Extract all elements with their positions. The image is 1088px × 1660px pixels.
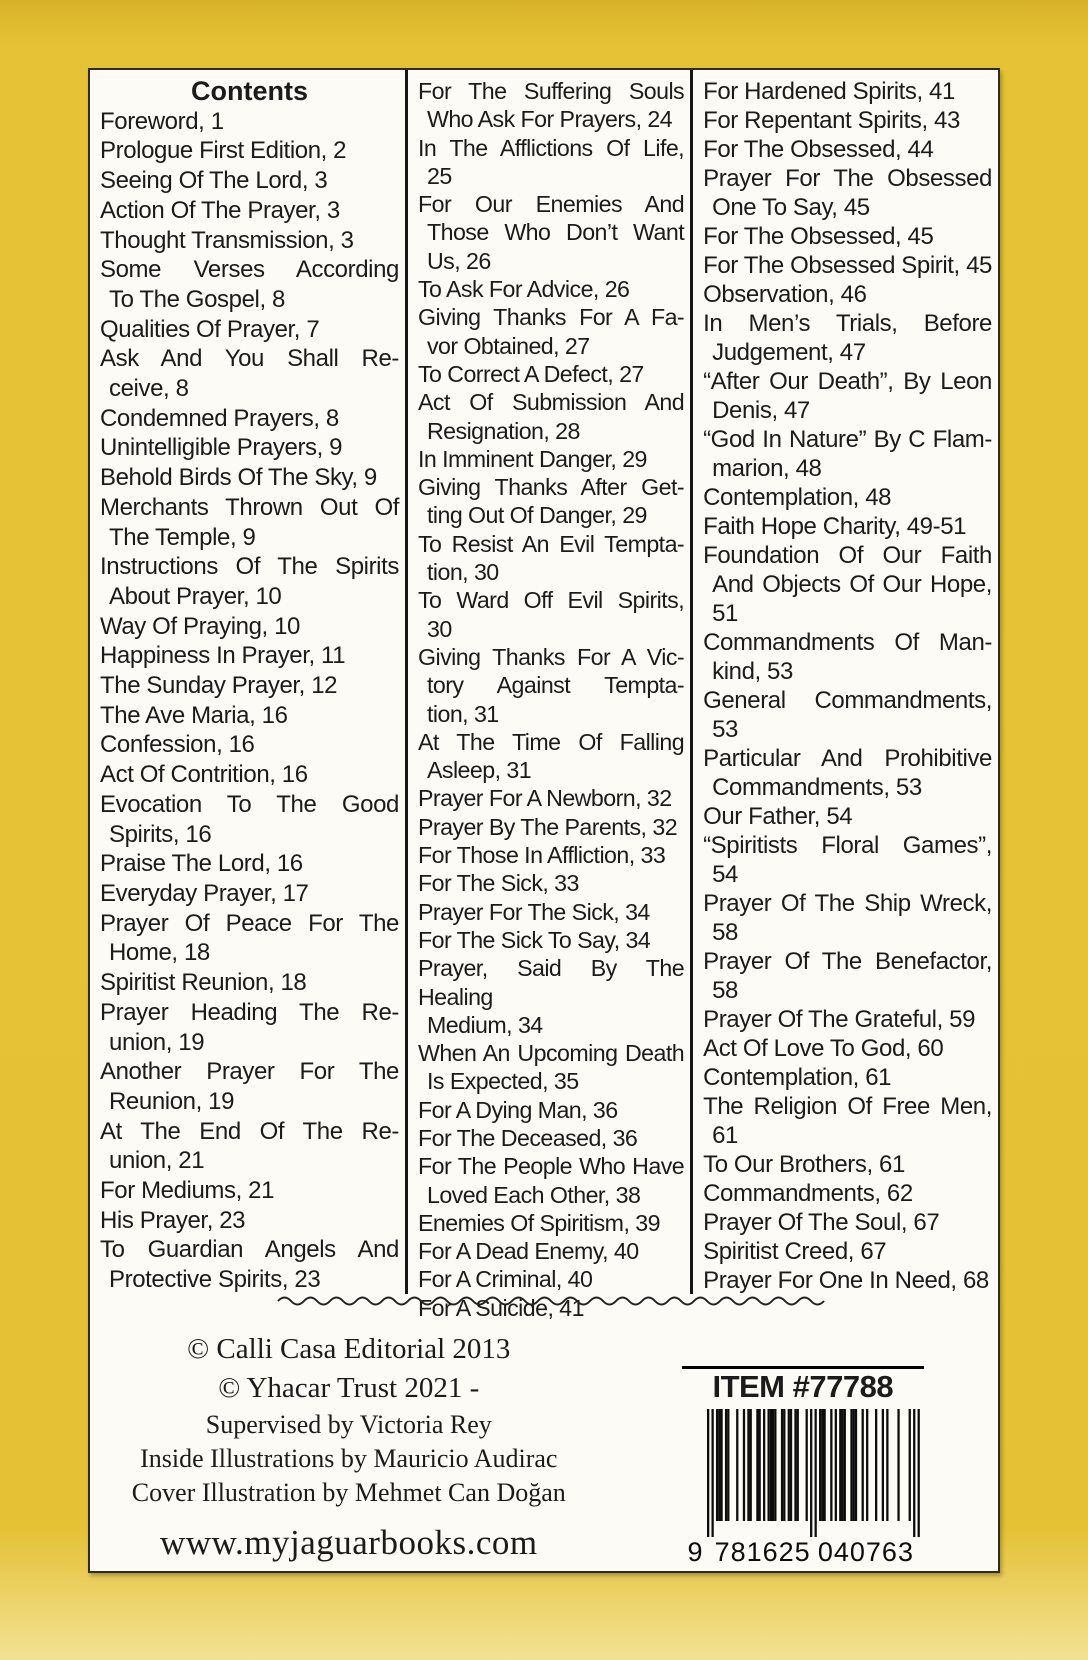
toc-line: 53 (712, 716, 738, 743)
toc-line: For Repentant Spirits, 43 (703, 107, 960, 134)
toc-entry (703, 628, 992, 686)
toc-line: Ask And You Shall Re- (100, 345, 399, 373)
toc-line: Happiness In Prayer, 11 (100, 642, 346, 670)
toc-line: Asleep, 31 (426, 757, 532, 784)
toc-entry (418, 898, 684, 926)
toc-line: Praise The Lord, 16 (100, 850, 303, 878)
toc-line: Medium, 34 (426, 1011, 543, 1038)
toc-line: Another Prayer For The (100, 1058, 399, 1086)
toc-entry (100, 107, 399, 137)
toc-line: For The Obsessed, 45 (703, 223, 934, 250)
toc-entry (418, 1124, 684, 1152)
toc-line: Prayer Of Peace For The (100, 909, 399, 937)
toc-line: The Temple, 9 (109, 523, 256, 551)
toc-line: Spiritist Reunion, 18 (100, 969, 307, 997)
toc-entry (100, 671, 399, 701)
toc-entry (100, 404, 399, 434)
toc-entry (100, 166, 399, 196)
toc-line: Commandments, 62 (703, 1180, 913, 1207)
toc-entry (100, 1057, 399, 1116)
toc-line: His Prayer, 23 (100, 1206, 246, 1234)
toc-line: Thought Transmission, 3 (100, 226, 354, 254)
toc-line: Behold Birds Of The Sky, 9 (100, 464, 377, 492)
toc-entry (100, 998, 399, 1057)
toc-entry (418, 1096, 684, 1124)
toc-line: To Guardian Angels And (100, 1236, 399, 1264)
toc-entry-list (418, 77, 684, 1322)
toc-line: When An Upcoming Death (417, 1040, 685, 1067)
contents-panel (88, 68, 1000, 1573)
toc-entry (703, 1179, 992, 1208)
toc-entry (418, 1152, 684, 1209)
toc-entry (418, 586, 684, 643)
toc-entry (703, 744, 992, 802)
toc-column-1 (90, 70, 405, 1294)
toc-entry (100, 879, 399, 909)
toc-line: Contemplation, 48 (703, 484, 892, 511)
toc-line: For Mediums, 21 (100, 1177, 275, 1205)
toc-line: Prayer For One In Need, 68 (703, 1267, 989, 1294)
toc-entry (703, 77, 992, 106)
toc-entry (703, 135, 992, 164)
toc-entry (418, 275, 684, 303)
toc-line: Giving Thanks For A Fa- (417, 304, 685, 331)
toc-line: Act Of Contrition, 16 (100, 761, 308, 789)
toc-entry (418, 1265, 684, 1293)
toc-line: Spirits, 16 (109, 820, 212, 848)
toc-line: Everyday Prayer, 17 (100, 879, 309, 907)
toc-line: Unintelligible Prayers, 9 (100, 434, 343, 462)
toc-line: kind, 53 (712, 658, 793, 685)
toc-line: 58 (712, 977, 738, 1004)
toc-line: Our Father, 54 (703, 803, 853, 830)
toc-line: For The Deceased, 36 (417, 1124, 638, 1151)
footer (90, 1318, 998, 1567)
toc-line: To The Gospel, 8 (109, 285, 285, 313)
toc-line: For The Suffering Souls (417, 78, 685, 104)
toc-line: ting Out Of Danger, 29 (426, 502, 647, 529)
toc-entry (418, 473, 684, 530)
toc-line: Protective Spirits, 23 (109, 1266, 321, 1294)
toc-line: To Ward Off Evil Spirits, (417, 587, 685, 614)
toc-line: Reunion, 19 (109, 1087, 235, 1115)
toc-line: Commandments, 53 (712, 774, 922, 801)
toc-line: Act Of Submission And (417, 389, 685, 416)
toc-line: tory Against Tempta- (426, 672, 685, 699)
toc-line: union, 21 (109, 1147, 205, 1175)
toc-line: marion, 48 (712, 455, 822, 482)
toc-entry (100, 255, 399, 314)
toc-line: Prayer Of The Grateful, 59 (703, 1006, 976, 1033)
toc-entry (703, 889, 992, 947)
toc-line: For The Obsessed, 44 (703, 136, 934, 163)
toc-line: At The End Of The Re- (100, 1117, 399, 1145)
toc-entry (703, 1063, 992, 1092)
toc-line: For Those In Affliction, 33 (417, 842, 666, 869)
toc-entry (100, 730, 399, 760)
toc-entry (100, 612, 399, 642)
toc-entry (418, 530, 684, 587)
toc-line: The Sunday Prayer, 12 (100, 672, 338, 700)
item-number-label: ITEM #77788 (712, 1369, 894, 1404)
contents-heading: Contents (190, 76, 308, 106)
toc-line: Prayer For The Sick, 34 (417, 898, 650, 925)
toc-entry (703, 1005, 992, 1034)
toc-line: 54 (712, 861, 738, 888)
website-url: www.myjaguarbooks.com (159, 1523, 538, 1562)
svg-text:9: 9 (687, 1537, 703, 1567)
toc-line: 30 (426, 615, 452, 642)
toc-line: To Resist An Evil Tempta- (417, 530, 685, 557)
toc-entry (703, 425, 992, 483)
toc-entry (703, 686, 992, 744)
toc-entry (418, 134, 684, 191)
toc-line: For The Sick, 33 (417, 870, 579, 897)
toc-line: Us, 26 (426, 247, 491, 274)
toc-line: Act Of Love To God, 60 (703, 1035, 944, 1062)
toc-entry (418, 954, 684, 1039)
toc-line: union, 19 (109, 1028, 205, 1056)
svg-text:040763: 040763 (817, 1537, 914, 1567)
toc-entry (703, 1237, 992, 1266)
toc-line: One To Say, 45 (712, 194, 870, 221)
colophon-line: © Yhacar Trust 2021 - (218, 1372, 480, 1404)
toc-entry (418, 77, 684, 134)
toc-line: Merchants Thrown Out Of (100, 493, 399, 521)
toc-line: Prayer Heading The Re- (100, 998, 399, 1026)
toc-line: For Hardened Spirits, 41 (703, 78, 955, 105)
toc-line: Denis, 47 (712, 397, 810, 424)
toc-column-3 (693, 70, 998, 1294)
toc-line: The Ave Maria, 16 (100, 701, 288, 729)
toc-entry (100, 909, 399, 968)
toc-entry (418, 784, 684, 812)
toc-entry (703, 106, 992, 135)
toc-line: 25 (426, 162, 452, 189)
toc-line: 61 (712, 1122, 738, 1149)
toc-entry (703, 367, 992, 425)
toc-entry (418, 1237, 684, 1265)
toc-entry (418, 1039, 684, 1096)
toc-line: Those Who Don’t Want (426, 219, 685, 246)
toc-entry (418, 813, 684, 841)
toc-line: In Men’s Trials, Before (703, 310, 992, 337)
toc-line: Contemplation, 61 (703, 1064, 892, 1091)
toc-entry-list (703, 77, 992, 1295)
toc-entry (100, 760, 399, 790)
toc-line: vor Obtained, 27 (426, 332, 590, 359)
toc-entry (100, 701, 399, 731)
toc-line: Foreword, 1 (100, 107, 224, 135)
toc-line: General Commandments, (703, 687, 992, 714)
toc-line: Observation, 46 (703, 281, 867, 308)
toc-line: For The Sick To Say, 34 (417, 926, 651, 953)
colophon-line: Supervised by Victoria Rey (205, 1410, 492, 1439)
svg-text:781625: 781625 (714, 1537, 811, 1567)
toc-line: Spiritist Creed, 67 (703, 1238, 887, 1265)
toc-line: Foundation Of Our Faith (703, 542, 992, 569)
toc-entry (100, 226, 399, 256)
toc-entry (100, 136, 399, 166)
toc-line: Prayer For The Obsessed (703, 165, 992, 192)
toc-line: Who Ask For Prayers, 24 (426, 106, 673, 133)
toc-line: Prayer Of The Benefactor, (703, 948, 992, 975)
toc-entry (418, 388, 684, 445)
toc-entry (703, 251, 992, 280)
toc-entry (100, 196, 399, 226)
colophon (90, 1318, 608, 1567)
toc-line: Resignation, 28 (426, 417, 580, 444)
toc-line: Loved Each Other, 38 (426, 1181, 641, 1208)
toc-entry (703, 1266, 992, 1295)
toc-line: About Prayer, 10 (109, 582, 282, 610)
toc-line: Is Expected, 35 (426, 1068, 579, 1095)
toc-columns (90, 70, 998, 1321)
toc-entry (418, 728, 684, 785)
toc-line: Giving Thanks For A Vic- (417, 643, 685, 670)
toc-entry (703, 512, 992, 541)
toc-entry (100, 968, 399, 998)
toc-entry (100, 552, 399, 611)
toc-line: Condemned Prayers, 8 (100, 404, 339, 432)
toc-line: To Ask For Advice, 26 (417, 276, 630, 303)
toc-entry (703, 831, 992, 889)
toc-line: “Spiritists Floral Games”, (703, 832, 992, 859)
toc-line: Instructions Of The Spirits (100, 553, 399, 581)
toc-line: And Objects Of Our Hope, (712, 571, 992, 598)
colophon-line: © Calli Casa Editorial 2013 (187, 1333, 511, 1365)
toc-line: Action Of The Prayer, 3 (100, 196, 340, 224)
toc-line: Particular And Prohibitive (703, 745, 992, 772)
toc-entry (703, 222, 992, 251)
toc-entry (703, 1092, 992, 1150)
toc-column-2 (405, 70, 693, 1321)
toc-entry (703, 1034, 992, 1063)
toc-line: Qualities Of Prayer, 7 (100, 315, 320, 343)
colophon-line: Cover Illustration by Mehmet Can Doğan (131, 1478, 566, 1507)
toc-entry (418, 303, 684, 360)
toc-line: tion, 30 (426, 559, 499, 586)
toc-line: Prayer By The Parents, 32 (417, 813, 678, 840)
toc-entry (418, 869, 684, 897)
toc-entry (100, 315, 399, 345)
toc-entry (100, 463, 399, 493)
toc-line: Prayer For A Newborn, 32 (417, 785, 672, 812)
toc-line: In Imminent Danger, 29 (417, 445, 647, 472)
toc-entry (100, 1176, 399, 1206)
toc-line: To Correct A Defect, 27 (417, 360, 644, 387)
toc-line: For A Criminal, 40 (417, 1266, 593, 1293)
toc-entry (418, 841, 684, 869)
barcode-image (683, 1405, 923, 1567)
toc-entry (418, 1209, 684, 1237)
toc-line: To Our Brothers, 61 (703, 1151, 905, 1178)
toc-entry (100, 1117, 399, 1176)
toc-line: Commandments Of Man- (703, 629, 992, 656)
toc-entry (100, 344, 399, 403)
toc-entry (100, 849, 399, 879)
toc-entry (703, 280, 992, 309)
toc-entry (100, 1206, 399, 1236)
toc-entry (100, 790, 399, 849)
toc-line: Prologue First Edition, 2 (100, 137, 347, 165)
toc-line: Prayer, Said By The Healing (417, 955, 685, 1010)
toc-line: Judgement, 47 (712, 339, 866, 366)
toc-line: For A Dying Man, 36 (417, 1096, 618, 1123)
toc-line: For The People Who Have (417, 1153, 685, 1180)
toc-entry (100, 493, 399, 552)
toc-line: 51 (712, 600, 738, 627)
toc-line: The Religion Of Free Men, (703, 1093, 992, 1120)
toc-entry (703, 309, 992, 367)
toc-line: Seeing Of The Lord, 3 (100, 167, 328, 195)
toc-entry (703, 483, 992, 512)
toc-line: Giving Thanks After Get- (417, 474, 685, 501)
toc-line: Evocation To The Good (100, 790, 399, 818)
toc-line: tion, 31 (426, 700, 499, 727)
toc-entry (418, 360, 684, 388)
toc-line: In The Afflictions Of Life, (417, 134, 685, 161)
toc-entry (703, 541, 992, 628)
toc-line: Confession, 16 (100, 731, 255, 759)
toc-line: For Our Enemies And (417, 191, 685, 218)
toc-entry (418, 445, 684, 473)
toc-line: “God In Nature” By C Flam- (703, 426, 992, 453)
toc-line: 58 (712, 919, 738, 946)
toc-entry (703, 802, 992, 831)
toc-line: For A Dead Enemy, 40 (417, 1238, 639, 1265)
toc-line: Prayer Of The Ship Wreck, (703, 890, 992, 917)
toc-entry (703, 164, 992, 222)
toc-entry (703, 1208, 992, 1237)
toc-line: For The Obsessed Spirit, 45 (703, 252, 992, 279)
barcode-area (608, 1318, 998, 1567)
toc-line: Prayer Of The Soul, 67 (703, 1209, 940, 1236)
toc-entry (100, 641, 399, 671)
toc-line: “After Our Death”, By Leon (703, 368, 992, 395)
toc-line: For A Suicide, 41 (417, 1294, 584, 1321)
toc-line: Way Of Praying, 10 (100, 612, 300, 640)
toc-entry-list (100, 107, 399, 1295)
colophon-lines (90, 1330, 608, 1510)
toc-entry (418, 643, 684, 728)
toc-line: ceive, 8 (109, 375, 189, 403)
toc-line: Some Verses According (100, 256, 399, 284)
toc-entry (703, 1150, 992, 1179)
toc-entry (418, 190, 684, 275)
wavy-divider (278, 1295, 818, 1307)
toc-entry (100, 433, 399, 463)
toc-entry (703, 947, 992, 1005)
barcode-box (682, 1366, 924, 1567)
toc-line: Enemies Of Spiritism, 39 (417, 1209, 660, 1236)
colophon-line: Inside Illustrations by Mauricio Audirac (140, 1444, 558, 1473)
toc-entry (100, 1235, 399, 1294)
toc-line: Home, 18 (109, 939, 210, 967)
toc-line: Faith Hope Charity, 49-51 (703, 513, 967, 540)
toc-line: At The Time Of Falling (417, 728, 685, 755)
toc-entry (418, 926, 684, 954)
